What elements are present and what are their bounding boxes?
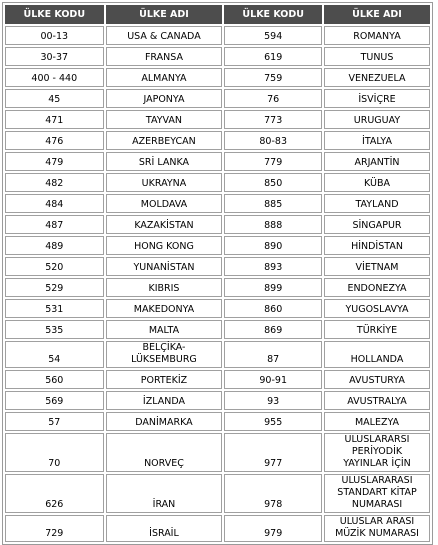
country-code-cell: 87 (224, 341, 322, 368)
country-code-cell: 619 (224, 47, 322, 66)
country-name-cell: AZERBEYCAN (106, 131, 223, 150)
table-row (5, 433, 430, 472)
country-name-cell: UKRAYNA (106, 173, 223, 192)
country-code-cell: 893 (224, 257, 322, 276)
country-code-cell: 520 (5, 257, 104, 276)
country-code-cell: 80-83 (224, 131, 322, 150)
country-name-cell: HONG KONG (106, 236, 223, 255)
table-row (5, 474, 430, 513)
table-row (5, 68, 430, 87)
country-code-cell: 978 (224, 474, 322, 513)
country-code-cell: 90-91 (224, 370, 322, 389)
country-name-cell: VENEZUELA (324, 68, 430, 87)
country-code-cell: 594 (224, 26, 322, 45)
country-name-cell: MAKEDONYA (106, 299, 223, 318)
country-code-cell: 869 (224, 320, 322, 339)
country-name-cell: ARJANTİN (324, 152, 430, 171)
country-name-cell: VİETNAM (324, 257, 430, 276)
table-row (5, 370, 430, 389)
country-name-cell: ENDONEZYA (324, 278, 430, 297)
header-row (5, 5, 430, 24)
country-name-cell: AVUSTURYA (324, 370, 430, 389)
country-name-cell: TUNUS (324, 47, 430, 66)
country-name-cell: HİNDİSTAN (324, 236, 430, 255)
country-code-cell: 626 (5, 474, 104, 513)
country-name-cell: YUNANİSTAN (106, 257, 223, 276)
table-row (5, 320, 430, 339)
country-name-cell: TAYLAND (324, 194, 430, 213)
table-row (5, 110, 430, 129)
country-name-cell: SRİ LANKA (106, 152, 223, 171)
country-name-cell: URUGUAY (324, 110, 430, 129)
country-code-cell: 482 (5, 173, 104, 192)
country-code-cell: 54 (5, 341, 104, 368)
country-code-cell: 890 (224, 236, 322, 255)
header-country-code-2: ÜLKE KODU (224, 5, 322, 24)
country-name-cell: FRANSA (106, 47, 223, 66)
country-code-cell: 885 (224, 194, 322, 213)
table-row (5, 194, 430, 213)
country-code-cell: 00-13 (5, 26, 104, 45)
country-code-cell: 729 (5, 515, 104, 542)
country-name-cell: KÜBA (324, 173, 430, 192)
country-name-cell: TÜRKİYE (324, 320, 430, 339)
country-code-cell: 70 (5, 433, 104, 472)
country-name-cell: TAYVAN (106, 110, 223, 129)
table-row (5, 47, 430, 66)
country-code-cell: 979 (224, 515, 322, 542)
country-code-cell: 955 (224, 412, 322, 431)
header-country-name-2: ÜLKE ADI (324, 5, 430, 24)
country-name-cell: USA & CANADA (106, 26, 223, 45)
country-name-cell: MOLDAVA (106, 194, 223, 213)
table-row (5, 173, 430, 192)
header-country-code-1: ÜLKE KODU (5, 5, 104, 24)
country-name-cell: JAPONYA (106, 89, 223, 108)
country-name-cell: KAZAKİSTAN (106, 215, 223, 234)
country-code-cell: 484 (5, 194, 104, 213)
country-name-cell: İZLANDA (106, 391, 223, 410)
table-row (5, 391, 430, 410)
country-code-cell: 888 (224, 215, 322, 234)
country-name-cell: BELÇİKA- LÜKSEMBURG (106, 341, 223, 368)
header-country-name-1: ÜLKE ADI (106, 5, 223, 24)
country-name-cell: ULUSLAR ARASI MÜZİK NUMARASI (324, 515, 430, 542)
table-body (5, 26, 430, 542)
country-code-cell: 400 - 440 (5, 68, 104, 87)
country-code-cell: 773 (224, 110, 322, 129)
table-row (5, 412, 430, 431)
country-name-cell: SİNGAPUR (324, 215, 430, 234)
country-code-cell: 45 (5, 89, 104, 108)
country-name-cell: DANİMARKA (106, 412, 223, 431)
country-name-cell: İSRAİL (106, 515, 223, 542)
country-code-cell: 30-37 (5, 47, 104, 66)
country-code-cell: 759 (224, 68, 322, 87)
table-row (5, 299, 430, 318)
country-code-cell: 76 (224, 89, 322, 108)
country-name-cell: ULUSLARARASI STANDART KİTAP NUMARASI (324, 474, 430, 513)
country-code-cell: 850 (224, 173, 322, 192)
country-code-cell: 899 (224, 278, 322, 297)
table-row (5, 515, 430, 542)
country-code-cell: 560 (5, 370, 104, 389)
table-row (5, 236, 430, 255)
country-code-cell: 471 (5, 110, 104, 129)
country-name-cell: MALEZYA (324, 412, 430, 431)
country-code-cell: 476 (5, 131, 104, 150)
country-name-cell: AVUSTRALYA (324, 391, 430, 410)
country-code-cell: 531 (5, 299, 104, 318)
country-name-cell: İTALYA (324, 131, 430, 150)
country-code-cell: 977 (224, 433, 322, 472)
country-code-cell: 487 (5, 215, 104, 234)
country-name-cell: MALTA (106, 320, 223, 339)
country-code-cell: 479 (5, 152, 104, 171)
country-code-table-container (2, 2, 433, 545)
table-row (5, 152, 430, 171)
country-code-cell: 489 (5, 236, 104, 255)
country-code-cell: 529 (5, 278, 104, 297)
country-code-cell: 860 (224, 299, 322, 318)
table-row (5, 89, 430, 108)
country-name-cell: ALMANYA (106, 68, 223, 87)
table-row (5, 278, 430, 297)
country-code-cell: 779 (224, 152, 322, 171)
table-row (5, 215, 430, 234)
table-row (5, 131, 430, 150)
table-row (5, 257, 430, 276)
country-name-cell: İRAN (106, 474, 223, 513)
country-name-cell: İSVİÇRE (324, 89, 430, 108)
table-row (5, 26, 430, 45)
country-name-cell: KIBRIS (106, 278, 223, 297)
country-code-cell: 535 (5, 320, 104, 339)
country-name-cell: HOLLANDA (324, 341, 430, 368)
table-row (5, 341, 430, 368)
country-code-cell: 93 (224, 391, 322, 410)
country-name-cell: NORVEÇ (106, 433, 223, 472)
country-code-cell: 57 (5, 412, 104, 431)
country-name-cell: PORTEKİZ (106, 370, 223, 389)
country-code-table (2, 2, 433, 545)
country-name-cell: ROMANYA (324, 26, 430, 45)
country-name-cell: ULUSLARARSI PERİYODİK YAYINLAR İÇİN (324, 433, 430, 472)
country-name-cell: YUGOSLAVYA (324, 299, 430, 318)
country-code-cell: 569 (5, 391, 104, 410)
